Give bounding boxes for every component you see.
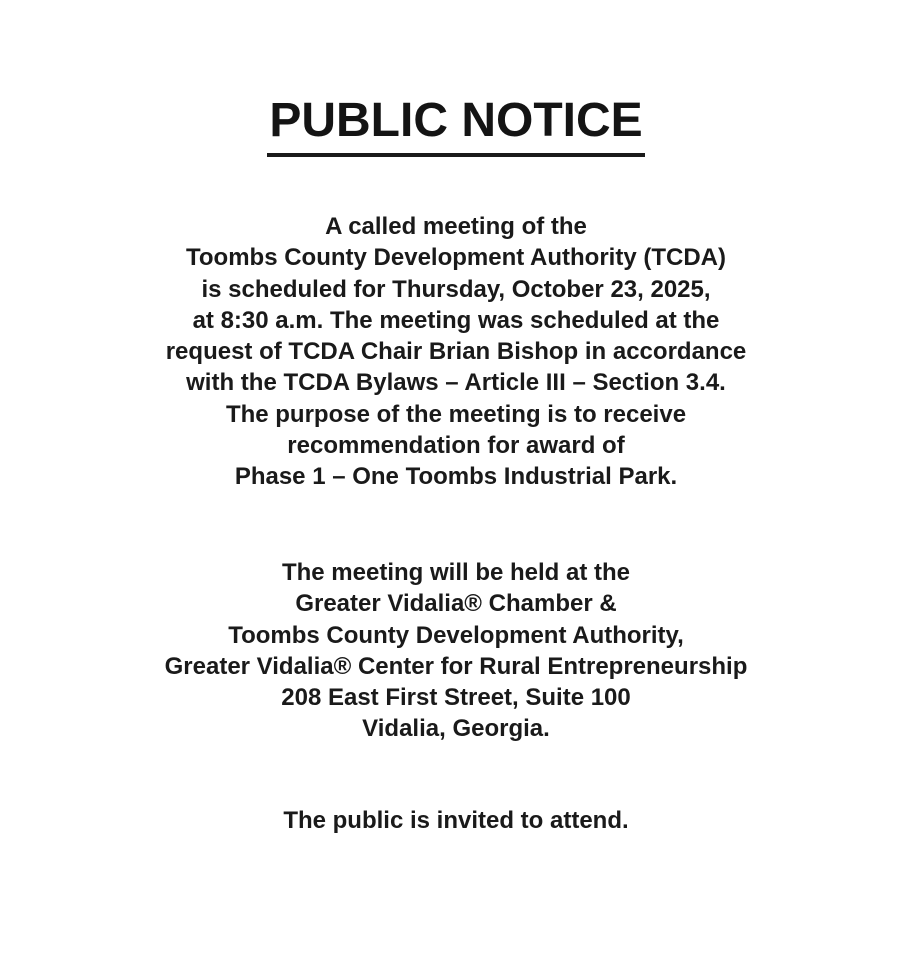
paragraph-line: Phase 1 – One Toombs Industrial Park. bbox=[234, 463, 678, 491]
title-container bbox=[0, 92, 912, 157]
paragraph-line: with the TCDA Bylaws – Article III – Section 3.4. bbox=[186, 369, 726, 397]
paragraph-line: request of TCDA Chair Brian Bishop in accordance bbox=[165, 338, 747, 366]
paragraph-line: Greater Vidalia® Chamber & bbox=[295, 590, 617, 618]
paragraph-line: at 8:30 a.m. The meeting was scheduled at the bbox=[192, 306, 720, 334]
paragraph-line: Greater Vidalia® Center for Rural Entrepreneurship bbox=[164, 652, 748, 680]
paragraph-line: A called meeting of the bbox=[325, 213, 587, 240]
paragraph-line: recommendation for award of bbox=[287, 432, 625, 460]
meeting-details-paragraph bbox=[0, 211, 912, 493]
notice-title: PUBLIC NOTICE bbox=[267, 92, 644, 157]
invitation-paragraph bbox=[0, 805, 912, 836]
paragraph-line: Toombs County Development Authority (TCDA) bbox=[186, 244, 726, 272]
meeting-location-paragraph bbox=[0, 557, 912, 745]
paragraph-line: The public is invited to attend. bbox=[283, 807, 629, 834]
paragraph-line: 208 East First Street, Suite 100 bbox=[281, 684, 631, 712]
paragraph-line: The purpose of the meeting is to receive bbox=[225, 400, 687, 428]
paragraph-line: Vidalia, Georgia. bbox=[362, 715, 550, 743]
paragraph-line: is scheduled for Thursday, October 23, 2025, bbox=[201, 275, 711, 303]
paragraph-line: Toombs County Development Authority, bbox=[228, 621, 684, 649]
paragraph-line: The meeting will be held at the bbox=[281, 559, 631, 586]
